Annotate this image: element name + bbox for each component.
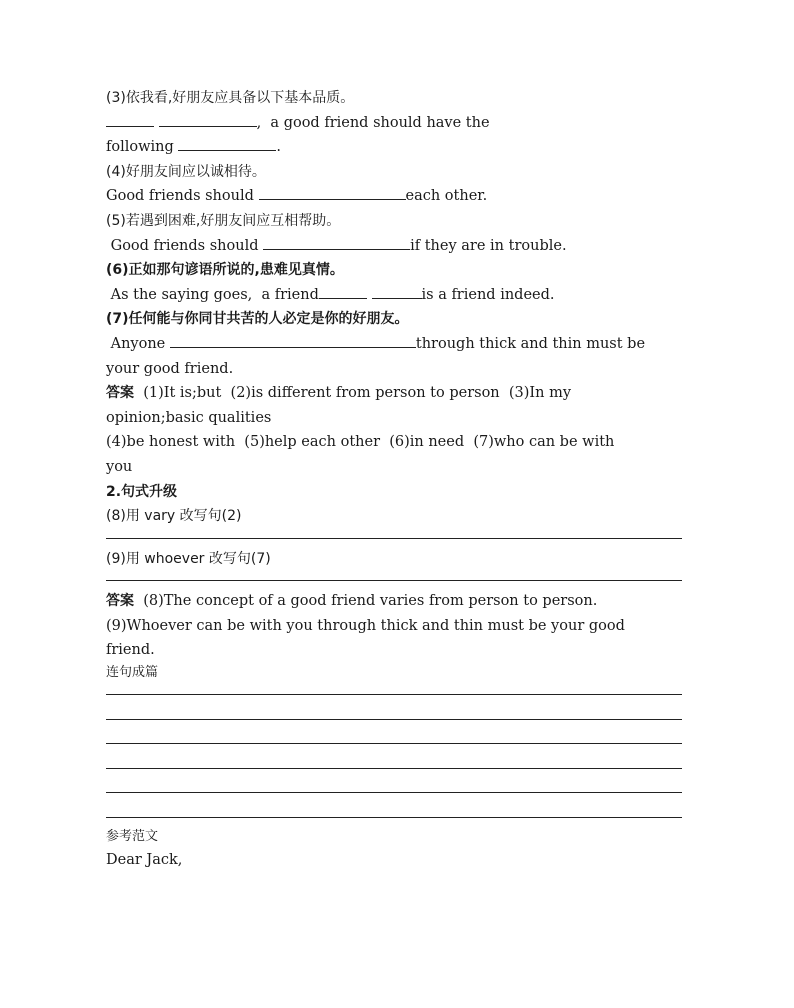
q3-period: .: [276, 139, 281, 156]
composition-line-2[interactable]: [106, 695, 682, 720]
q3-english-line2: [106, 135, 686, 160]
q5-english: [106, 234, 686, 259]
q8-prompt: (8)用 vary 改写句(2): [106, 508, 242, 525]
q3-english-text: , a good friend should have the: [256, 114, 490, 131]
q4-chinese: (4)好朋友间应以诚相待。: [106, 163, 266, 180]
blank-3c[interactable]: [178, 135, 276, 151]
q5-end: if they are in trouble.: [410, 237, 567, 254]
q5-start: Good friends should: [106, 237, 264, 254]
blank-3b[interactable]: [159, 111, 257, 127]
q3-following-text: following: [106, 139, 174, 156]
answer2-line3: friend.: [106, 642, 155, 659]
q7-start: Anyone: [106, 335, 170, 352]
sample-greeting: Dear Jack,: [106, 852, 183, 869]
q6-end: is a friend indeed.: [421, 286, 555, 303]
q9-prompt: (9)用 whoever 改写句(7): [106, 550, 271, 567]
q7-end: through thick and thin must be: [415, 335, 646, 352]
q5-chinese: (5)若遇到困难,好朋友间应互相帮助。: [106, 212, 341, 229]
q8-answer-line[interactable]: [106, 529, 682, 539]
answer1-line3: (4)be honest with (5)help each other (6)in need (7)who can be with: [106, 434, 615, 451]
q4-start: Good friends should: [106, 188, 259, 205]
answer-label: 答案: [106, 385, 134, 402]
blank-4[interactable]: [259, 184, 406, 200]
q7-english: [106, 332, 686, 357]
blank-6a[interactable]: [319, 283, 367, 299]
q7-chinese: (7)任何能与你同甘共苦的人必定是你的好朋友。: [106, 311, 409, 328]
worksheet-page: [106, 86, 686, 873]
q4-english: [106, 184, 686, 209]
composition-line-5[interactable]: [106, 769, 682, 794]
answer1-line1: [106, 381, 686, 406]
blank-3a[interactable]: [106, 111, 154, 127]
q9-answer-line[interactable]: [106, 571, 682, 581]
answer1-line2: opinion;basic qualities: [106, 409, 272, 426]
answer2-line2: (9)Whoever can be with you through thick and thin must be your good: [106, 617, 625, 634]
blank-6b[interactable]: [372, 283, 422, 299]
sample-title: 参考范文: [106, 829, 159, 845]
q4-end: each other.: [405, 188, 488, 205]
answer2-line1: [106, 589, 686, 614]
answer1-line4: you: [106, 458, 133, 475]
answer1-text1: (1)It is;but (2)is different from person to person (3)In my: [134, 385, 572, 402]
blank-5[interactable]: [263, 234, 410, 250]
q3-chinese: (3)依我看,好朋友应具备以下基本品质。: [106, 90, 355, 106]
section3-title: 连句成篇: [106, 665, 159, 681]
q7-english-cont: your good friend.: [106, 360, 234, 377]
composition-line-6[interactable]: [106, 793, 682, 818]
composition-line-4[interactable]: [106, 744, 682, 769]
composition-line-1[interactable]: [106, 683, 682, 695]
q6-english: [106, 283, 686, 308]
section2-title: 2.句式升级: [106, 483, 178, 500]
answer2-label: 答案: [106, 593, 134, 610]
q6-chinese: (6)正如那句谚语所说的,患难见真情。: [106, 262, 344, 279]
q6-start: As the saying goes, a friend: [106, 286, 319, 303]
answer2-text1: (8)The concept of a good friend varies from person to person.: [134, 593, 598, 610]
composition-line-3[interactable]: [106, 720, 682, 745]
q3-english-line1: [106, 111, 686, 136]
blank-7[interactable]: [170, 332, 416, 348]
